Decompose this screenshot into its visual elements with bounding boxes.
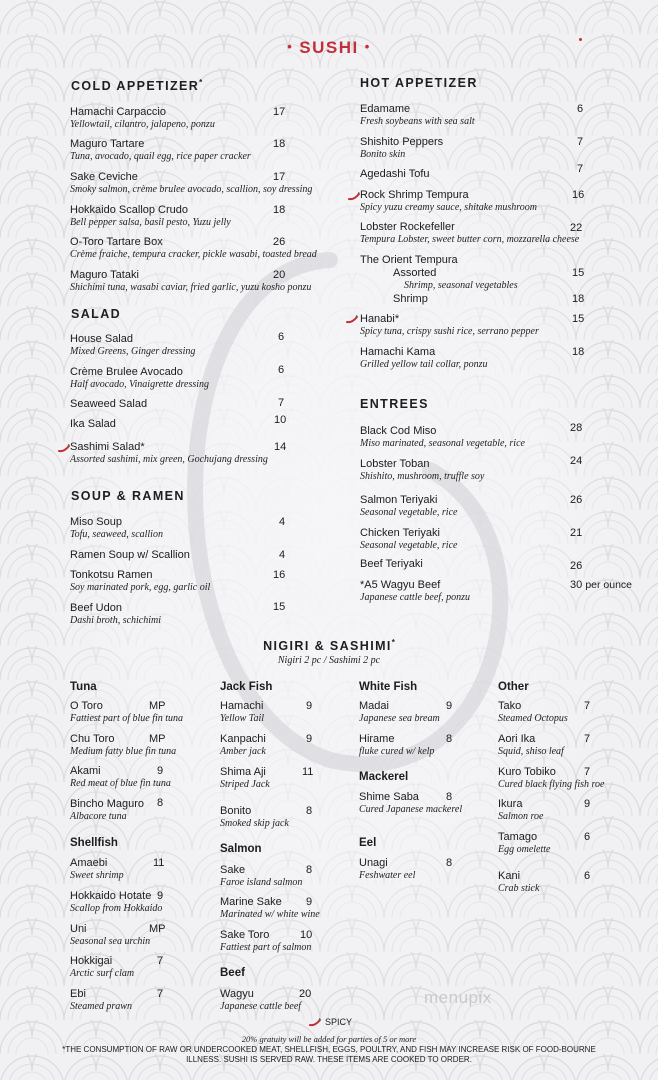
menu-item: Hirame fluke cured w/ kelp — [359, 733, 435, 757]
item-price: 26 — [570, 494, 583, 506]
menu-item: Uni Seasonal sea urchin — [70, 923, 151, 947]
menu-item: O-Toro Tartare Box Crème fraiche, tempura cracker, pickle wasabi, toasted bread — [70, 236, 317, 260]
menu-item: Ika Salad — [70, 418, 116, 430]
menu-item: Salmon Teriyaki Seasonal vegetable, rice — [360, 494, 458, 518]
menu-item: Beef Teriyaki — [360, 558, 423, 570]
category-heading-salmon: Salmon — [220, 843, 262, 855]
item-price: MP — [149, 700, 166, 712]
menu-item: Shime Saba Cured Japanese mackerel — [359, 791, 463, 815]
item-price: 7 — [584, 733, 591, 745]
menu-item: Hamachi Carpaccio Yellowtail, cilantro, jalapeno, ponzu — [70, 106, 215, 130]
section-heading-entrees: ENTREES — [360, 397, 429, 411]
menu-item: Hanabi* Spicy tuna, crispy sushi rice, serrano pepper — [360, 313, 539, 337]
category-heading-jack-fish: Jack Fish — [220, 681, 273, 693]
menu-item: Seaweed Salad — [70, 398, 148, 410]
menu-item: Maguro Tataki Shichimi tuna, wasabi caviar, fried garlic, yuzu kosho ponzu — [70, 269, 312, 293]
category-heading-white-fish: White Fish — [359, 681, 418, 693]
item-price: 7 — [157, 988, 164, 1000]
menu-item: Kanpachi Amber jack — [220, 733, 266, 757]
menu-item: O Toro Fattiest part of blue fin tuna — [70, 700, 184, 724]
item-price: 18 — [273, 138, 286, 150]
item-price: 9 — [306, 733, 313, 745]
item-price: 9 — [157, 890, 164, 902]
item-price: 4 — [279, 516, 286, 528]
item-price: MP — [149, 923, 166, 935]
item-price: 8 — [446, 791, 453, 803]
item-price: 10 — [274, 414, 287, 426]
item-price: MP — [149, 733, 166, 745]
item-price: 26 — [570, 560, 583, 572]
menu-item: Madai Japanese sea bream — [359, 700, 440, 724]
item-price: 9 — [157, 765, 164, 777]
menu-title: • SUSHI • — [287, 38, 371, 57]
gratuity-note: 20% gratuity will be added for parties of 5 or more — [241, 1034, 417, 1044]
item-price: 17 — [273, 171, 286, 183]
menu-item: Sake Toro Fattiest part of salmon — [220, 929, 312, 953]
item-price: 7 — [577, 136, 584, 148]
item-price: 21 — [570, 527, 583, 539]
menu-item: Kuro Tobiko Cured black flying fish roe — [498, 766, 605, 790]
menu-item: Akami Red meat of blue fin tuna — [70, 765, 171, 789]
item-price: 8 — [157, 797, 164, 809]
menu-item: The Orient Tempura — [360, 254, 458, 266]
menu-item: Maguro Tartare Tuna, avocado, quail egg, rice paper cracker — [70, 138, 251, 162]
menu-item: Crème Brulee Avocado Half avocado, Vinaigrette dressing — [70, 366, 210, 390]
section-heading-soup-ramen: SOUP & RAMEN — [71, 489, 185, 503]
section-heading-salad: SALAD — [71, 307, 122, 321]
item-price: 16 — [572, 189, 585, 201]
item-price: 7 — [577, 163, 584, 175]
item-price: 24 — [570, 455, 583, 467]
chili-pepper-icon — [346, 315, 358, 324]
menu-item: Marine Sake Marinated w/ white wine — [220, 896, 320, 920]
item-price: 9 — [584, 798, 591, 810]
menu-item: Amaebi Sweet shrimp — [70, 857, 124, 881]
chili-pepper-icon — [348, 192, 360, 201]
item-price: 8 — [446, 733, 453, 745]
item-price: 10 — [300, 929, 313, 941]
item-price: 7 — [584, 700, 591, 712]
item-price: 22 — [570, 222, 583, 234]
menu-item: House Salad Mixed Greens, Ginger dressing — [70, 333, 196, 357]
menu-item-description: Shrimp, seasonal vegetables — [404, 280, 518, 291]
menu-item: Agedashi Tofu — [360, 168, 430, 180]
menu-item: Rock Shrimp Tempura Spicy yuzu creamy sauce, shitake mushroom — [360, 189, 537, 213]
menu-item: Ebi Steamed prawn — [70, 988, 132, 1012]
menu-item: Wagyu Japanese cattle beef — [220, 988, 302, 1012]
menu-item: Tako Steamed Octopus — [498, 700, 568, 724]
menu-item: Shima Aji Striped Jack — [220, 766, 270, 790]
menu-item: Hokkaido Hotate Scallop from Hokkaido — [70, 890, 163, 914]
menu-item: Ramen Soup w/ Scallion — [70, 549, 190, 561]
item-price: 16 — [273, 569, 286, 581]
menu-item: Aori Ika Squid, shiso leaf — [498, 733, 564, 757]
menu-item: Assorted — [393, 267, 437, 279]
menu-item: Bonito Smoked skip jack — [220, 805, 289, 829]
menu-item: Tonkotsu Ramen Soy marinated pork, egg, garlic oil — [70, 569, 211, 593]
item-price: 6 — [584, 870, 591, 882]
corner-dot — [579, 38, 582, 41]
item-price: 18 — [273, 204, 286, 216]
item-price: 8 — [306, 864, 313, 876]
item-price: 20 — [273, 269, 286, 281]
spicy-legend: SPICY — [309, 1017, 352, 1027]
item-price: 8 — [306, 805, 313, 817]
category-heading-eel: Eel — [359, 837, 377, 849]
item-price: 18 — [572, 293, 585, 305]
menu-item: Tamago Egg omelette — [498, 831, 551, 855]
item-price: 17 — [273, 106, 286, 118]
item-price: 8 — [446, 857, 453, 869]
menu-item: Bincho Maguro Albacore tuna — [70, 798, 144, 822]
item-price: 7 — [278, 397, 285, 409]
menu-item: Kani Crab stick — [498, 870, 540, 894]
section-heading-hot-appetizer: HOT APPETIZER — [360, 76, 478, 90]
menu-item: Hokkaido Scallop Crudo Bell pepper salsa, basil pesto, Yuzu jelly — [70, 204, 231, 228]
item-price: 15 — [572, 313, 585, 325]
item-price: 9 — [446, 700, 453, 712]
menu-item: Sake Faroe island salmon — [220, 864, 303, 888]
item-price: 30 per ounce — [570, 579, 633, 591]
item-price: 20 — [299, 988, 312, 1000]
menu-item: Lobster Rockefeller Tempura Lobster, sweet butter corn, mozzarella cheese — [360, 221, 580, 245]
menu-item: Shishito Peppers Bonito skin — [360, 136, 444, 160]
menu-item: Hokkigai Arctic surf clam — [70, 955, 135, 979]
item-price: 7 — [157, 955, 164, 967]
item-price: 6 — [577, 103, 584, 115]
title-bullet-left: • — [287, 39, 294, 54]
nigiri-subtitle: Nigiri 2 pc / Sashimi 2 pc — [277, 655, 381, 666]
item-price: 26 — [273, 236, 286, 248]
category-heading-beef: Beef — [220, 967, 245, 979]
item-price: 7 — [584, 766, 591, 778]
item-price: 11 — [302, 766, 314, 778]
menu-item: Chu Toro Medium fatty blue fin tuna — [70, 733, 177, 757]
menu-item: Unagi Feshwater eel — [359, 857, 416, 881]
menu-item: Miso Soup Tofu, seaweed, scallion — [70, 516, 163, 540]
item-price: 9 — [306, 700, 313, 712]
category-heading-mackerel: Mackerel — [359, 771, 409, 783]
menu-item: Chicken Teriyaki Seasonal vegetable, rice — [360, 527, 458, 551]
item-price: 15 — [572, 267, 585, 279]
chili-pepper-icon — [309, 1018, 321, 1027]
item-price: 6 — [584, 831, 591, 843]
category-heading-other: Other — [498, 681, 529, 693]
menu-item: Hamachi Yellow Tail — [220, 700, 265, 724]
chili-pepper-icon — [58, 444, 70, 453]
menu-item: Beef Udon Dashi broth, schichimi — [70, 602, 162, 626]
section-heading-nigiri-sashimi: NIGIRI & SASHIMI* — [263, 638, 395, 654]
menupix-watermark: menupix — [424, 988, 492, 1007]
raw-food-warning: *THE CONSUMPTION OF RAW OR UNDERCOOKED MEAT, SHELLFISH, EGGS, POULTRY, AND FISH MAY INCREASE RISK OF FOOD-BOURNE ILLNESS. SUSHI IS SERVED RAW. THESE ITEMS ARE COOKED TO ORDER. — [62, 1045, 596, 1064]
menu-item: *A5 Wagyu Beef Japanese cattle beef, ponzu — [360, 579, 470, 603]
menu-item: Shrimp — [393, 293, 428, 305]
item-price: 11 — [153, 857, 165, 869]
item-price: 28 — [570, 422, 583, 434]
item-price: 14 — [274, 441, 287, 453]
menu-item: Black Cod Miso Miso marinated, seasonal vegetable, rice — [360, 425, 525, 449]
menu-item: Ikura Salmon roe — [498, 798, 544, 822]
menu-item: Sashimi Salad* Assorted sashimi, mix green, Gochujang dressing — [70, 441, 268, 465]
item-price: 6 — [278, 331, 285, 343]
item-price: 18 — [572, 346, 585, 358]
menu-item: Sake Ceviche Smoky salmon, crème brulee avocado, scallion, soy dressing — [70, 171, 313, 195]
menu-item: Edamame Fresh soybeans with sea salt — [360, 103, 475, 127]
menu-item: Hamachi Kama Grilled yellow tail collar, ponzu — [360, 346, 488, 370]
item-price: 9 — [306, 896, 313, 908]
section-heading-cold-appetizer: COLD APPETIZER* — [71, 78, 203, 94]
item-price: 6 — [278, 364, 285, 376]
item-price: 15 — [273, 601, 286, 613]
item-price: 4 — [279, 549, 286, 561]
title-bullet-right: • — [364, 39, 371, 54]
category-heading-shellfish: Shellfish — [70, 837, 118, 849]
category-heading-tuna: Tuna — [70, 681, 97, 693]
menu-item: Lobster Toban Shishito, mushroom, truffle soy — [360, 458, 485, 482]
